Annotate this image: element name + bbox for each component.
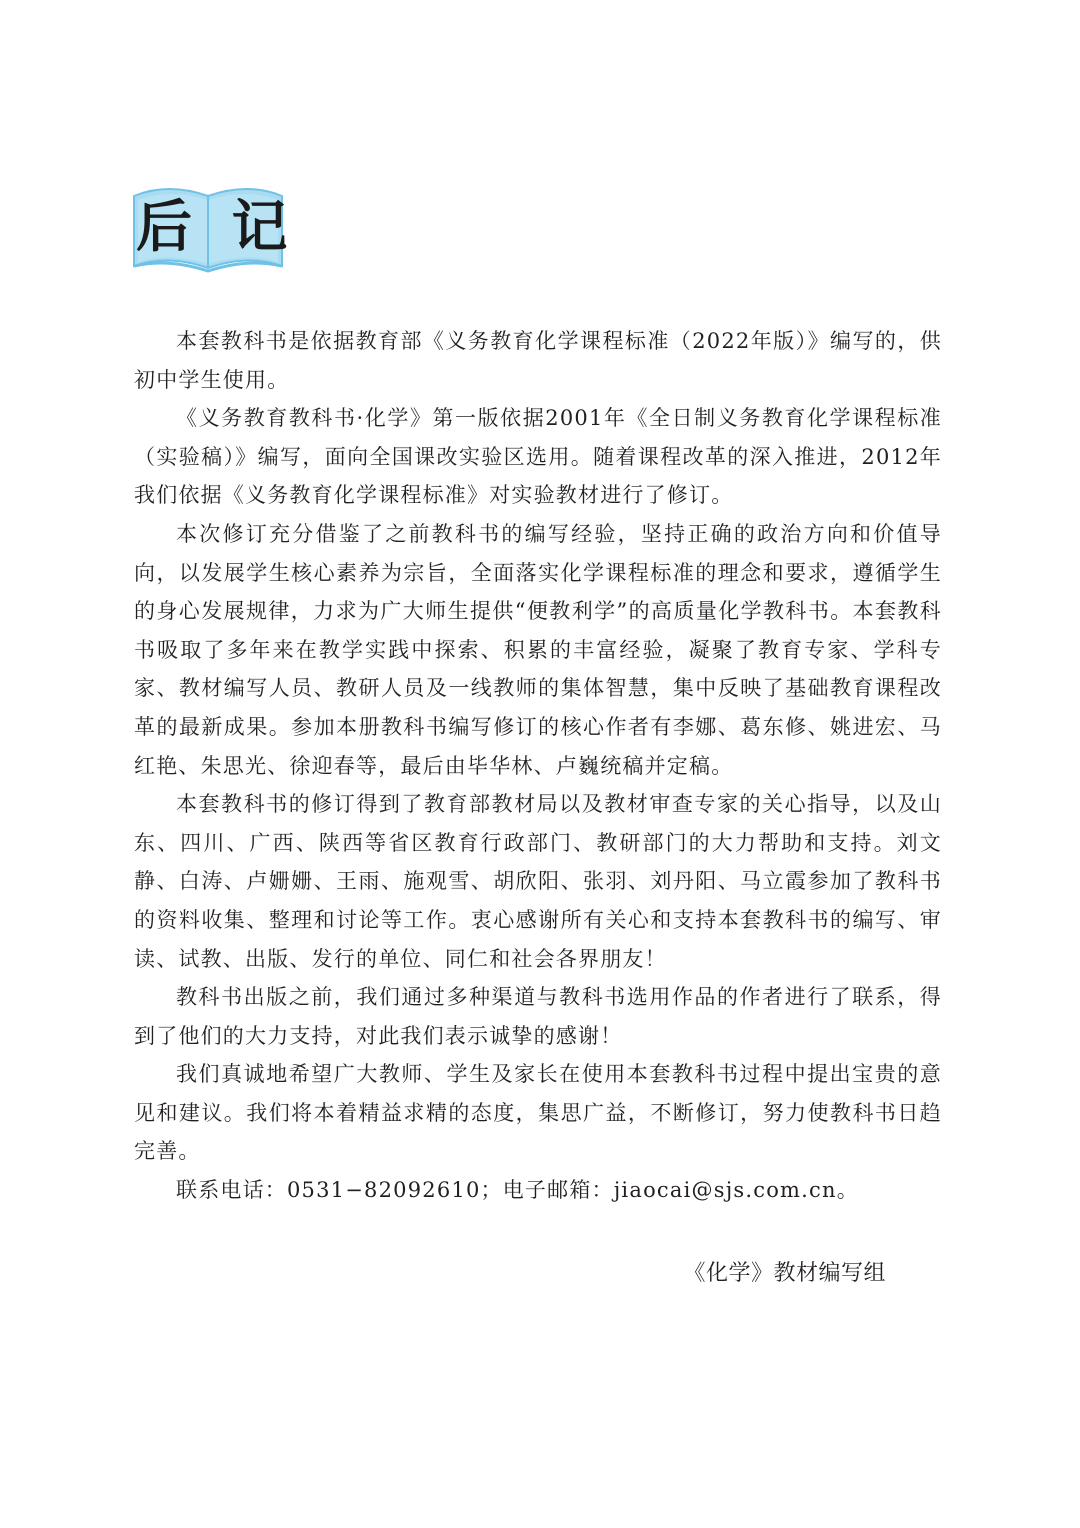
signature: 《化学》教材编写组 [683, 1261, 886, 1286]
contact-info: 联系电话：0531−82092610；电子邮箱：jiaocai@sjs.com.cn。 [176, 1178, 859, 1203]
afterword-heading [128, 178, 298, 278]
paragraph: 我们真诚地希望广大教师、学生及家长在使用本套教科书过程中提出宝贵的意见和建议。我们将本着精益求精的态度，集思广益，不断修订，努力使教科书日趋完善。 [134, 1062, 942, 1164]
paragraph: 《义务教育教科书·化学》第一版依据2001年《全日制义务教育化学课程标准（实验稿）》编写，面向全国课改实验区选用。随着课程改革的深入推进，2012年我们依据《义务教育化学课程标准》对实验教材进行了修订。 [134, 406, 942, 508]
afterword-body [134, 322, 942, 1210]
paragraph: 教科书出版之前，我们通过多种渠道与教科书选用作品的作者进行了联系，得到了他们的大力支持，对此我们表示诚挚的感谢！ [134, 985, 942, 1048]
paragraph: 本次修订充分借鉴了之前教科书的编写经验，坚持正确的政治方向和价值导向，以发展学生核心素养为宗旨，全面落实化学课程标准的理念和要求，遵循学生的身心发展规律，力求为广大师生提供“便教利学”的高质量化学教科书。本套教科书吸取了多年来在教学实践中探索、积累的丰富经验，凝聚了教育专家、学科专家、教材编写人员、教研人员及一线教师的集体智慧，集中反映了基础教育课程改革的最新成果。参加本册教科书编写修订的核心作者有李娜、葛东修、姚进宏、马红艳、朱思光、徐迎春等，最后由毕华林、卢巍统稿并定稿。 [134, 521, 942, 778]
paragraph: 本套教科书的修订得到了教育部教材局以及教材审查专家的关心指导，以及山东、四川、广西、陕西等省区教育行政部门、教研部门的大力帮助和支持。刘文静、白涛、卢姗姗、王雨、施观雪、胡欣阳、张羽、刘丹阳、马立霞参加了教科书的资料收集、整理和讨论等工作。衷心感谢所有关心和支持本套教科书的编写、审读、试教、出版、发行的单位、同仁和社会各界朋友！ [134, 792, 942, 971]
page-title: 后 记 [136, 194, 298, 260]
paragraph: 本套教科书是依据教育部《义务教育化学课程标准（2022年版）》编写的，供初中学生使用。 [134, 329, 942, 392]
